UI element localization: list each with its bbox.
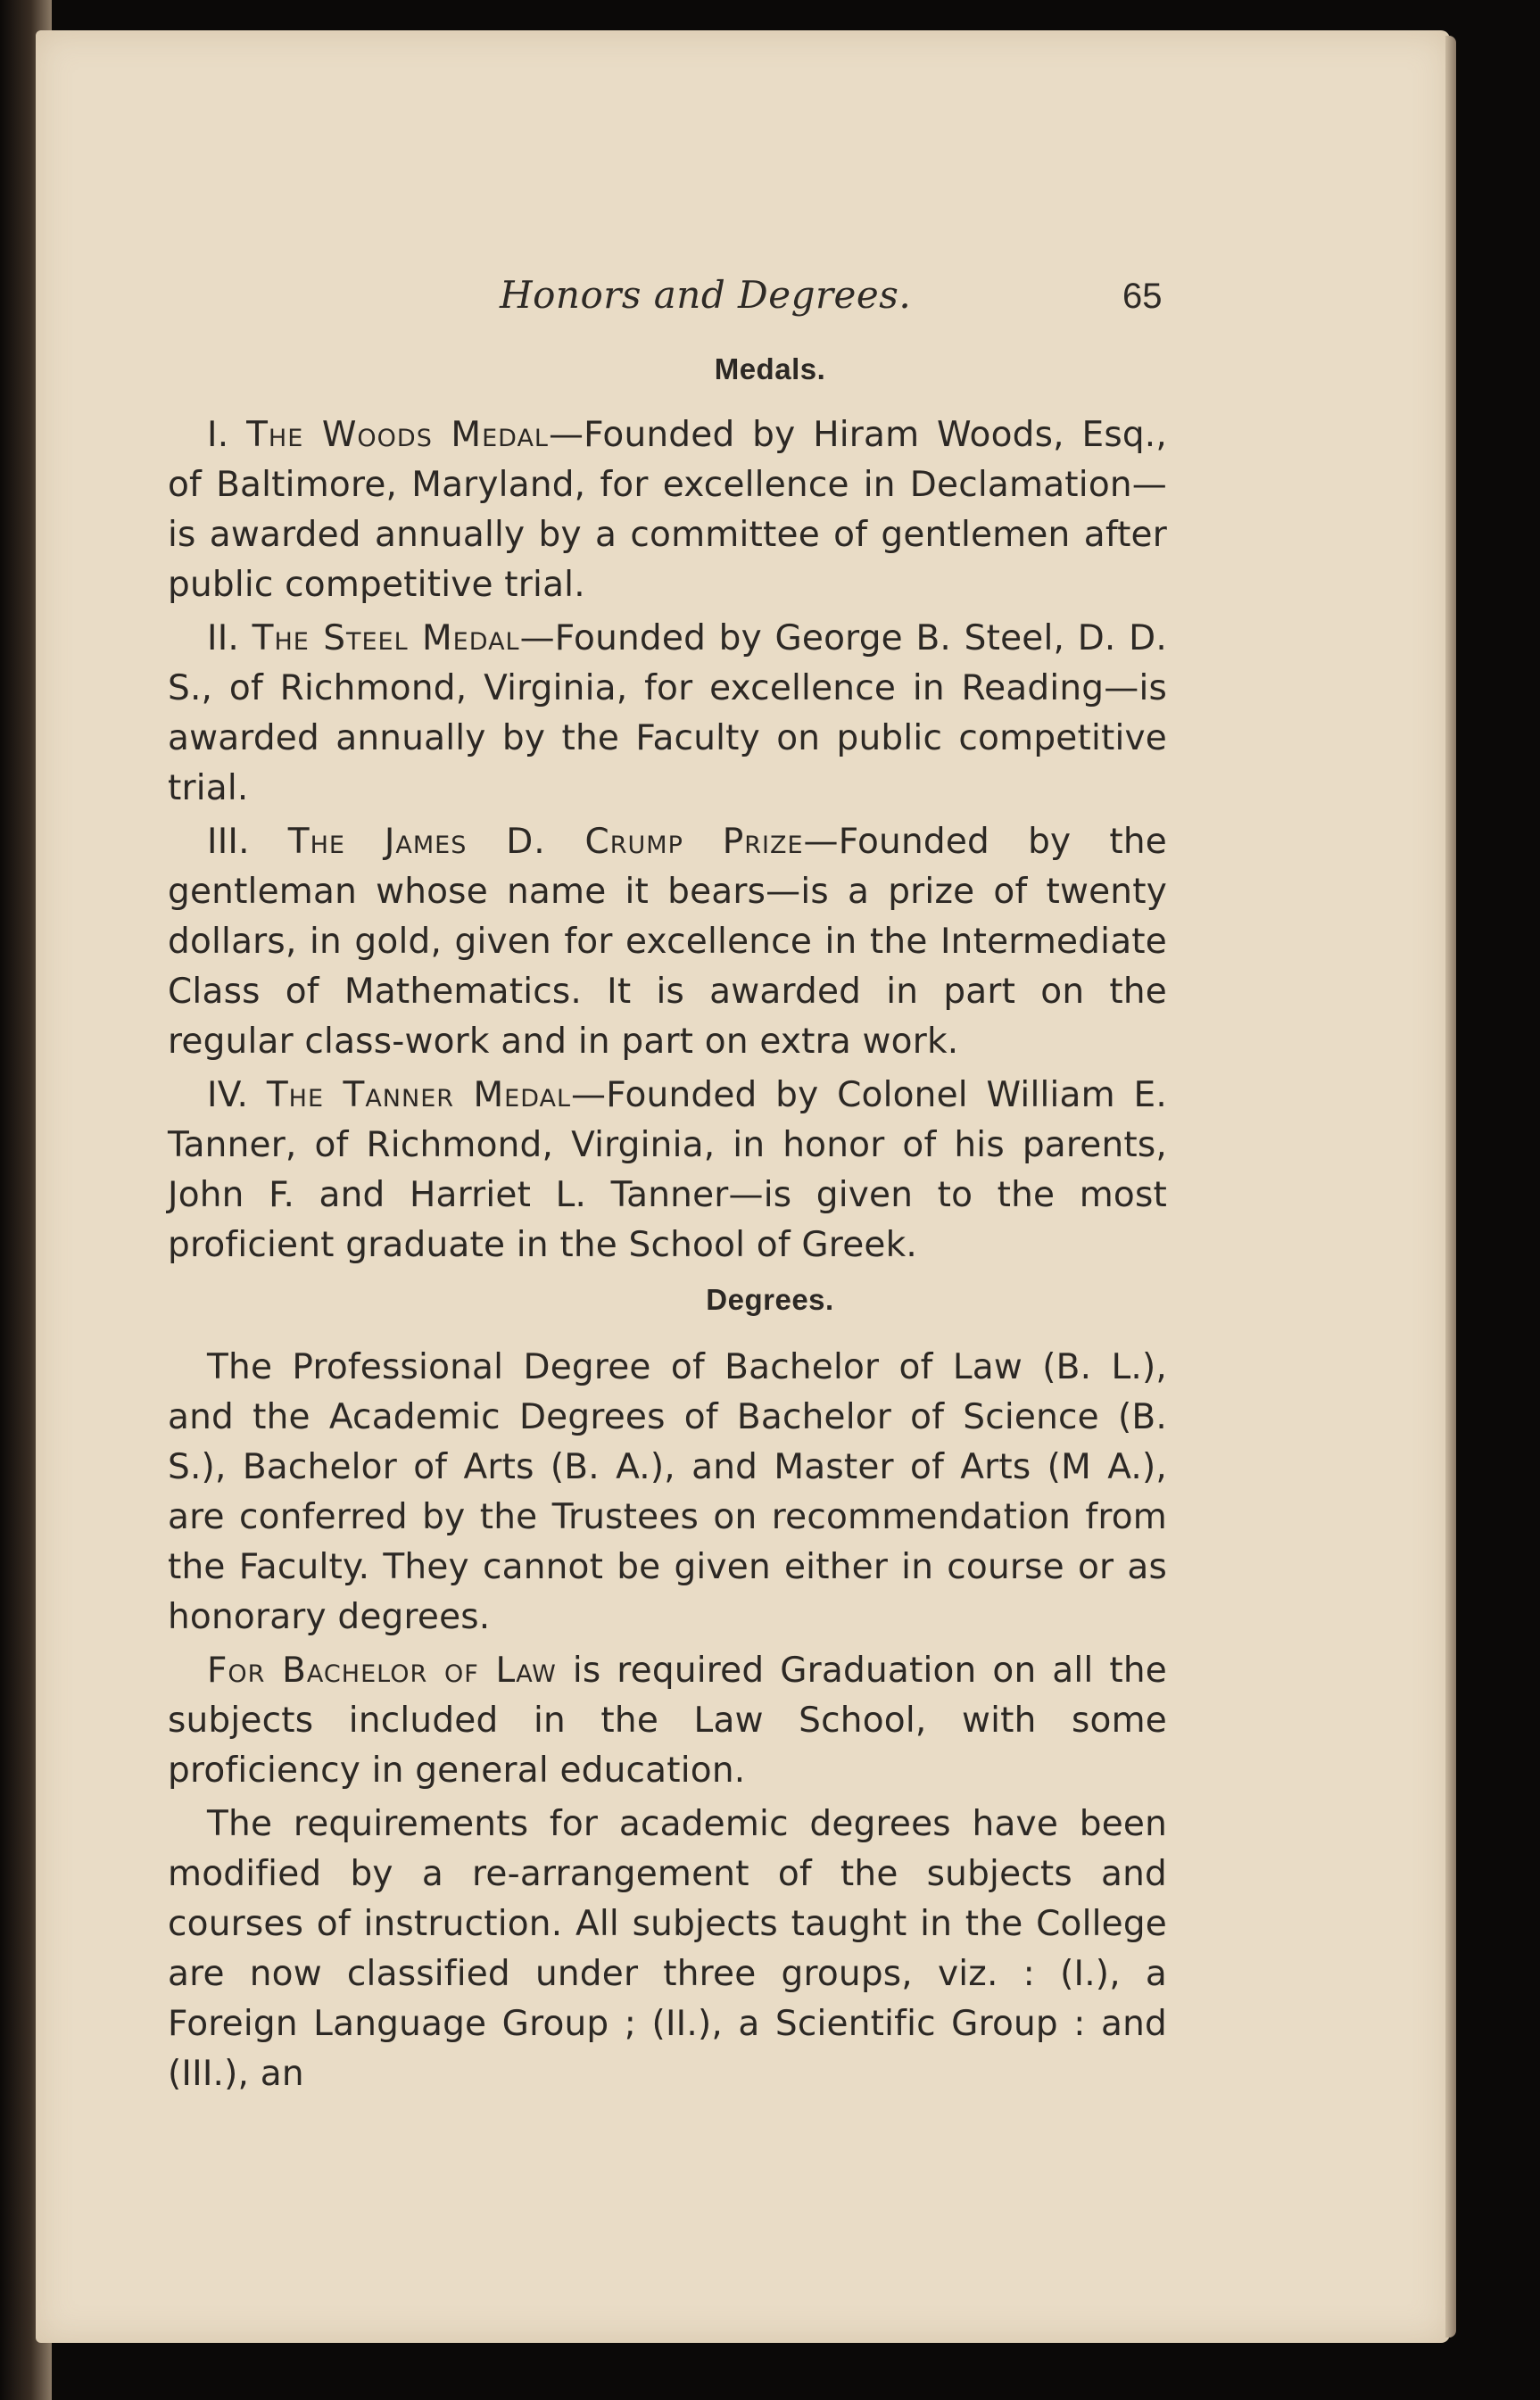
requirements-paragraph: The requirements for academic degrees have been modified by a re-arrangement of the subjects and courses of instruction. All subjects taught in the College are now classified under three groups, viz. : (I.), a Foreign Language Group ; (II.), a Scientific Group : and (III.), an	[168, 1804, 1167, 2094]
page-header	[0, 273, 1540, 327]
medal-item	[168, 817, 1167, 1067]
bachelor-of-law-text: is required Graduation on all the subjects included in the Law School, with some proficiency in general education.	[168, 1651, 1167, 1791]
medal-item	[168, 614, 1167, 814]
degrees-paragraph: The Professional Degree of Bachelor of Law (B. L.), and the Academic Degrees of Bachelor of Science (B. S.), Bachelor of Arts (B. A.), and Master of Arts (M A.), are conferred by the Trustees on recommendation from the Faculty. They cannot be given either in course or as honorary degrees.	[168, 1347, 1167, 1637]
medal-item	[168, 1071, 1167, 1270]
medal-name: The Woods Medal	[246, 415, 549, 455]
medal-name: The Tanner Medal	[266, 1075, 572, 1115]
medal-numeral: IV.	[207, 1075, 249, 1115]
medal-description: —Founded by the gentleman whose name it bears—is a prize of twenty dollars, in gold, given for excellence in the Intermediate Class of Mathematics. It is awarded in part on the regular class-work and in part on extra work.	[168, 822, 1167, 1062]
bachelor-of-law-paragraph	[168, 1646, 1167, 1796]
page-number: 65	[1122, 277, 1163, 316]
degrees-section	[168, 1343, 1167, 2099]
medals-heading: Medals.	[714, 352, 826, 385]
medal-numeral: I.	[207, 415, 229, 455]
medal-description: —Founded by Colonel William E. Tanner, of Richmond, Virginia, in honor of his parents, John F. and Harriet L. Tanner—is given to the most proficient graduate in the School of Greek.	[168, 1075, 1167, 1265]
medal-name: The Steel Medal	[252, 618, 520, 658]
medals-section	[168, 410, 1167, 1270]
running-head: Honors and Degrees.	[500, 273, 912, 317]
medal-description: —Founded by George B. Steel, D. D. S., of Richmond, Virginia, for excellence in Reading—is awarded annually by the Faculty on public competitive trial.	[168, 618, 1167, 808]
degrees-heading: Degrees.	[706, 1283, 834, 1316]
medal-numeral: III.	[207, 822, 250, 862]
medal-name: The James D. Crump Prize	[287, 822, 804, 862]
medal-item	[168, 410, 1167, 610]
bachelor-of-law-lead: For Bachelor of Law	[207, 1651, 557, 1691]
medal-numeral: II.	[207, 618, 240, 658]
medal-description: —Founded by Hiram Woods, Esq., of Baltimore, Maryland, for excellence in Declamation—is awarded annually by a committee of gentlemen after public competitive trial.	[168, 415, 1167, 605]
